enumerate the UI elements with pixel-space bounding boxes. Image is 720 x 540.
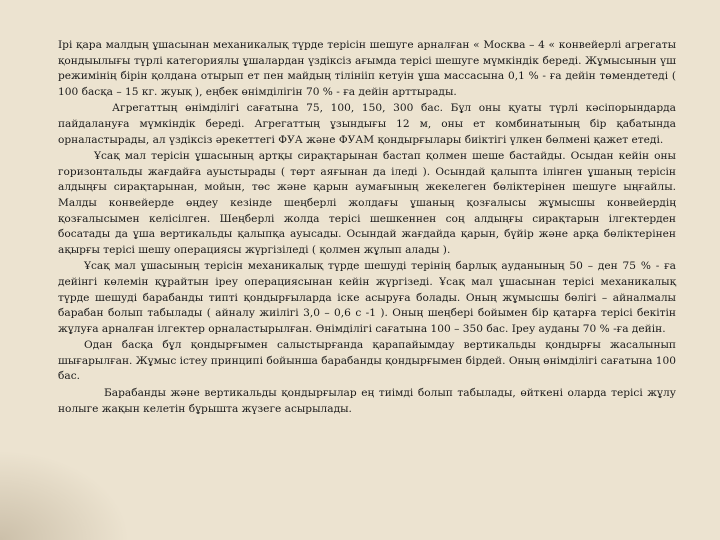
paragraph-4: Ұсақ мал ұшасының терісін механикалық түрде шешуді терінің барлық ауданының 50 – ден 75 % - ға дейінгі көлемін құрайтын іреу операциясынан кейін жүргізеді. Ұсақ мал ұшасынан терісі механикалық түрде шешуді барабанды типті қондырғыларда іске асыруға болады. Оның жұмысшы бөлігі – айналмалы барабан болып табылады ( айналу жиілігі 3,0 – 0,6 с -1 ). Оның шеңбері бойымен бір қатарға терісі бекітін жұлуға арналған ілгектер орналастырылған. Өнімділігі сағатына 100 – 350 бас. Іреу ауданы 70 % -ға дейін. xyxy=(58,260,676,335)
paragraph-1: Ірі қара малдың ұшасынан механикалық түрде терісін шешуге арналған « Москва – 4 « конвейерлі агрегаты қондыылығы түрлі категориялы ұшалардан үздіксіз ағымда терісі шешуге мүмкіндік береді. Жұмысынын үш режимінің бірін қолдана отырып ет пен майдың тілінііп кетуін ұша массасына 0,1 % - ға дейін төмендетеді ( 100 басқа – 15 кг. жуық ), еңбек өнімділігін 70 % - ға дейін арттырады. xyxy=(58,39,676,98)
body-text xyxy=(58,38,676,418)
paragraph-6: Барабанды және вертикальды қондырғылар ең тиімді болып табылады, өйткені оларда терісі жұлу нолыге жақын келетін бұрышта жүзеге асырылады. xyxy=(58,387,676,415)
paragraph-2: Агрегаттың өнімділігі сағатына 75, 100, 150, 300 бас. Бұл оны қуаты түрлі кәсіпорындарда пайдалануға мүмкіндік береді. Агрегаттың ұзындығы 12 м, оны ет комбинатының бір қабатында орналастырады, ал үздіксіз әрекеттегі ФУА және ФУАМ қондырғылары биіктігі үлкен бөлмені қажет етеді. xyxy=(58,102,676,146)
paragraph-5: Одан басқа бұл қондырғымен салыстырғанда қарапайымдау вертикальды қондырғы жасалынып шығарылған. Жұмыс істеу принципі бойынша барабанды қондырғымен бірдей. Оның өнімділігі сағатына 100 бас. xyxy=(58,339,676,383)
corner-shadow xyxy=(0,450,130,540)
paragraph-3: Ұсақ мал терісін ұшасының артқы сирақтарынан бастап қолмен шеше бастайды. Осыдан кейін оны горизонтальды жағдайға ауыстырады ( төрт аяғынан да іледі ). Осындай қалыпта ілінген ұшаның терісін алдыңғы сирақтарынан, мойын, төс және қарын аумағының жекелеген бөліктерінен шешуге ыңғайлы. Малды конвейерде өңдеу кезінде шеңберлі жолдағы ұшаның қозғалысы жұмысшы конвейердің қозғалысымен келісілген. Шеңберлі жолда терісі шешкеннен соң алдыңғы сирақтарын ілгектерден босатады да ұша вертикальды қалыпқа ауысады. Осындай жағдайда қарын, бүйір және арқа бөліктерінен ақырғы терісі шешу операциясы жүргізіледі ( қолмен жұлып алады ). xyxy=(58,150,676,256)
